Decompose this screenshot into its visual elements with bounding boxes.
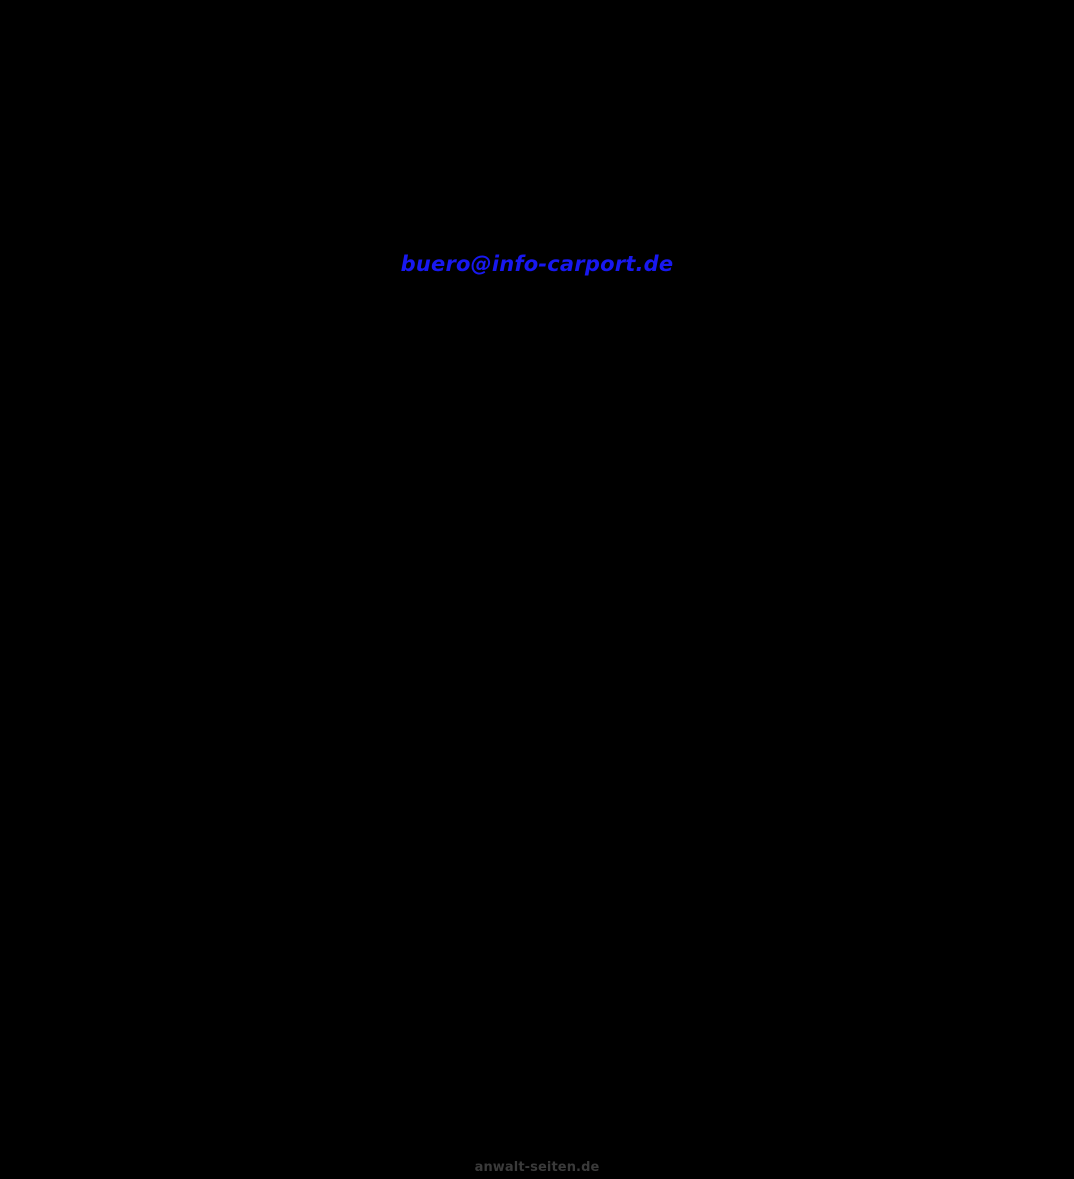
- email-link[interactable]: buero@info-carport.de: [400, 252, 674, 276]
- footer-credit: anwalt-seiten.de: [474, 1160, 600, 1175]
